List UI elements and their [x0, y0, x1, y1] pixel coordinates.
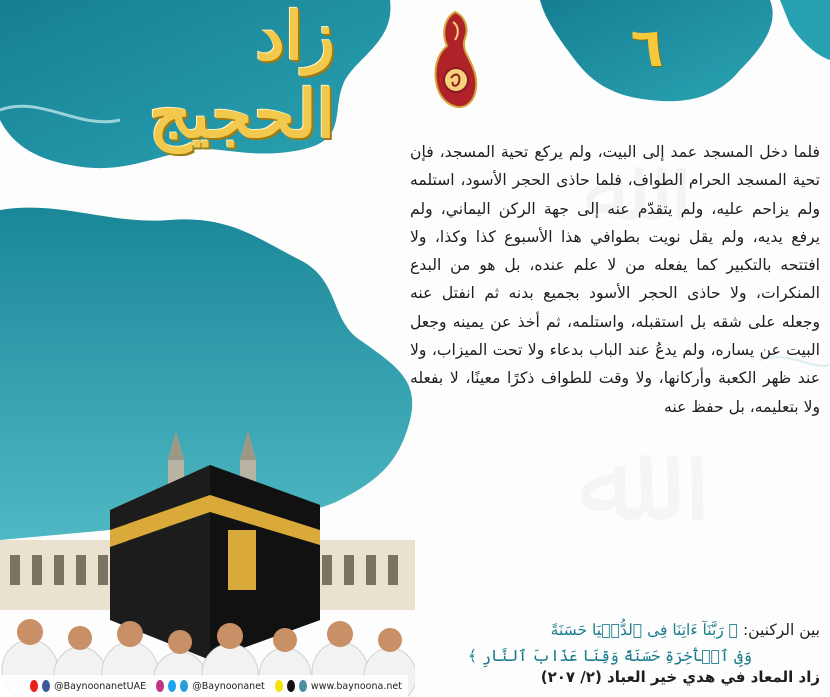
footer-handle-uae[interactable]: @BaynoonanetUAE	[54, 680, 147, 692]
verse-line-1	[410, 621, 820, 645]
instagram-icon[interactable]	[156, 680, 164, 692]
kaaba-illustration	[0, 420, 415, 697]
globe-icon[interactable]	[299, 680, 307, 692]
telegram-icon[interactable]	[180, 680, 188, 692]
svg-text:ﷲ: ﷲ	[583, 137, 637, 242]
youtube-icon[interactable]	[30, 680, 38, 692]
facebook-icon[interactable]	[42, 680, 50, 692]
social-footer	[0, 675, 408, 697]
page-title: زاد الحجيج	[148, 0, 335, 153]
verse-intro: بين الركنين:	[742, 621, 820, 639]
baynoona-logo	[425, 8, 485, 113]
footer-website[interactable]: www.baynoona.net	[310, 680, 402, 692]
footer-handle[interactable]: @Baynoonanet	[192, 680, 265, 692]
twitter-icon[interactable]	[168, 680, 176, 692]
svg-text:ﷲ: ﷲ	[577, 418, 643, 546]
snapchat-icon[interactable]	[275, 680, 283, 692]
verse-text-1: ﴿ رَبَّنَآ ءَاتِنَا فِى ٱلدُّنۡيَا حَسَنَةً	[550, 621, 738, 639]
tiktok-icon[interactable]	[287, 680, 295, 692]
episode-number: ٦	[630, 15, 664, 79]
source-citation: زاد المعاد في هدي خير العباد (٢/ ٢٠٧)	[540, 668, 820, 686]
verse-line-2: وَفِى ٱلۡأٓخِرَةِ حَسَنَةً وَقِنَا عَذَابَ ٱلنَّارِ ﴾	[467, 647, 753, 665]
paragraph-text: فلما دخل المسجد عمد إلى البيت، ولم يركع تحية المسجد، فإن تحية المسجد الحرام الطواف، فلما حاذى الحجر الأسود، استلمه ولم يزاحم عليه، ولم يتقدّم عنه إلى جهة الركن اليماني، ولم يرفع يديه، ولم يقل نويت بطوافي هذا الأسبوع كذا وكذا، ولا افتتحه بالتكبير كما يفعله من لا علم عنده، بل هو من البدع المنكرات، ولا حاذى الحجر الأسود بجميع بدنه ثم انفتل عنه وجعله على شقه بل استقبله، واستلمه، ثم أخذ عن يمينه وجعل البيت عن يساره، ولم يدعُ عند الباب بدعاء ولا تحت الميزاب، ولا عند ظهر الكعبة وأركانها، ولا وقت للطواف ذكرًا معينًا، لا بفعله ولا بتعليمه، بل حفظ عنه	[410, 143, 820, 416]
body-paragraph	[410, 138, 820, 618]
